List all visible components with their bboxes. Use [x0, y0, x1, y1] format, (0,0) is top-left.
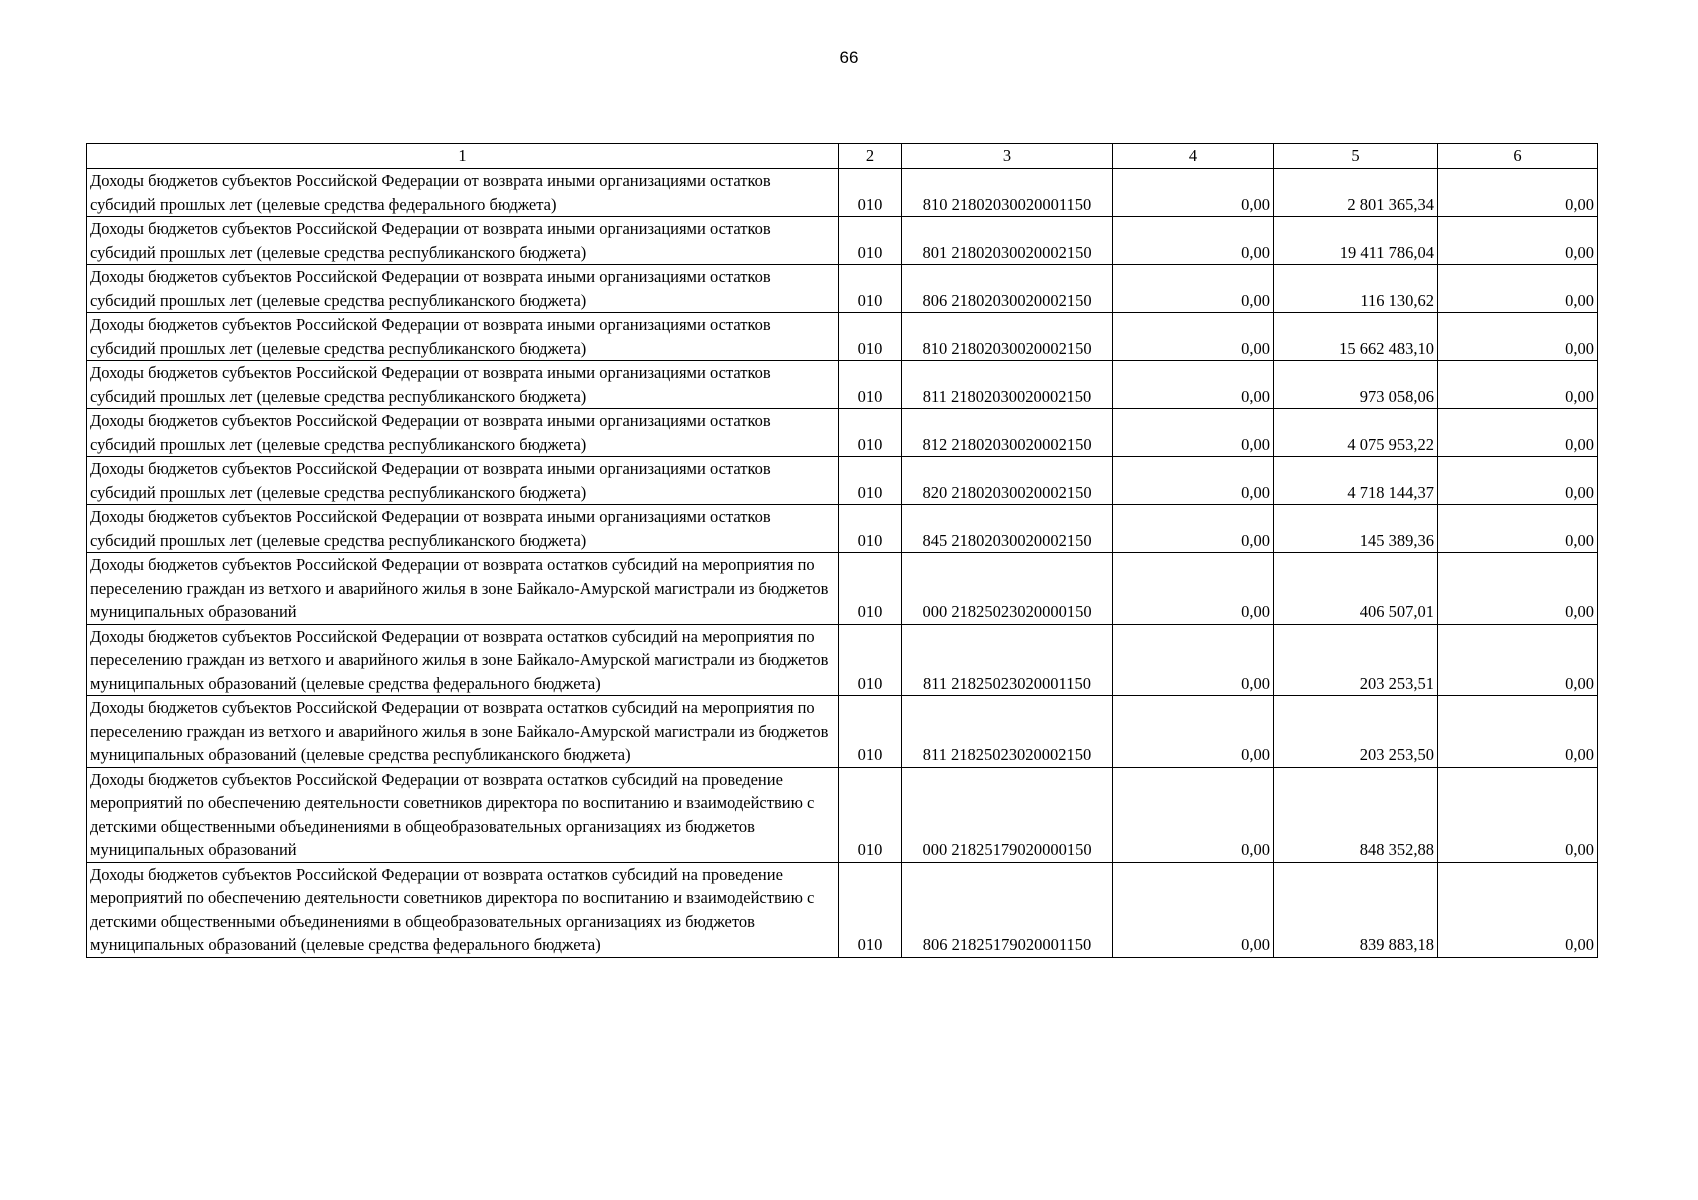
row-col4-cell: 0,00	[1113, 169, 1274, 217]
row-col4-cell: 0,00	[1113, 217, 1274, 265]
row-code-cell: 010	[839, 767, 902, 862]
table-row	[87, 624, 1598, 696]
row-code-cell: 010	[839, 505, 902, 553]
row-col6-cell: 0,00	[1438, 265, 1598, 313]
row-code-cell: 010	[839, 696, 902, 768]
row-code-cell: 010	[839, 265, 902, 313]
table-body	[87, 169, 1598, 958]
row-name-cell: Доходы бюджетов субъектов Российской Федерации от возврата иными организациями остатков субсидий прошлых лет (целевые средства республиканского бюджета)	[87, 361, 839, 409]
table-row	[87, 767, 1598, 862]
row-kbk-cell: 845 21802030020002150	[902, 505, 1113, 553]
header-col-2: 2	[839, 144, 902, 169]
header-col-1: 1	[87, 144, 839, 169]
row-col4-cell: 0,00	[1113, 553, 1274, 625]
row-col4-cell: 0,00	[1113, 457, 1274, 505]
row-col6-cell: 0,00	[1438, 624, 1598, 696]
row-col4-cell: 0,00	[1113, 505, 1274, 553]
row-code-cell: 010	[839, 361, 902, 409]
row-kbk-cell: 000 21825179020000150	[902, 767, 1113, 862]
row-code-cell: 010	[839, 457, 902, 505]
table-row	[87, 265, 1598, 313]
row-kbk-cell: 810 21802030020001150	[902, 169, 1113, 217]
table-row	[87, 457, 1598, 505]
row-code-cell: 010	[839, 313, 902, 361]
row-name-cell: Доходы бюджетов субъектов Российской Федерации от возврата иными организациями остатков субсидий прошлых лет (целевые средства республиканского бюджета)	[87, 217, 839, 265]
table-header-row	[87, 144, 1598, 169]
row-kbk-cell: 811 21825023020001150	[902, 624, 1113, 696]
row-kbk-cell: 801 21802030020002150	[902, 217, 1113, 265]
revenue-table	[86, 143, 1598, 958]
row-col6-cell: 0,00	[1438, 361, 1598, 409]
row-name-cell: Доходы бюджетов субъектов Российской Федерации от возврата остатков субсидий на проведение мероприятий по обеспечению деятельности советников директора по воспитанию и взаимодействию с детскими общественными объединениями в общеобразовательных организациях из бюджетов муниципальных образований	[87, 767, 839, 862]
row-col6-cell: 0,00	[1438, 457, 1598, 505]
row-col6-cell: 0,00	[1438, 505, 1598, 553]
row-col4-cell: 0,00	[1113, 265, 1274, 313]
table-row	[87, 505, 1598, 553]
row-name-cell: Доходы бюджетов субъектов Российской Федерации от возврата остатков субсидий на мероприятия по переселению граждан из ветхого и аварийного жилья в зоне Байкало-Амурской магистрали из бюджетов муниципальных образований	[87, 553, 839, 625]
row-name-cell: Доходы бюджетов субъектов Российской Федерации от возврата остатков субсидий на мероприятия по переселению граждан из ветхого и аварийного жилья в зоне Байкало-Амурской магистрали из бюджетов муниципальных образований (целевые средства федерального бюджета)	[87, 624, 839, 696]
row-name-cell: Доходы бюджетов субъектов Российской Федерации от возврата остатков субсидий на проведение мероприятий по обеспечению деятельности советников директора по воспитанию и взаимодействию с детскими общественными объединениями в общеобразовательных организациях из бюджетов муниципальных образований (целевые средства федерального бюджета)	[87, 862, 839, 957]
row-col4-cell: 0,00	[1113, 409, 1274, 457]
row-code-cell: 010	[839, 217, 902, 265]
row-kbk-cell: 000 21825023020000150	[902, 553, 1113, 625]
row-col5-cell: 839 883,18	[1274, 862, 1438, 957]
row-kbk-cell: 811 21802030020002150	[902, 361, 1113, 409]
row-col6-cell: 0,00	[1438, 409, 1598, 457]
row-col5-cell: 19 411 786,04	[1274, 217, 1438, 265]
row-col5-cell: 2 801 365,34	[1274, 169, 1438, 217]
row-col4-cell: 0,00	[1113, 696, 1274, 768]
header-col-3: 3	[902, 144, 1113, 169]
header-col-6: 6	[1438, 144, 1598, 169]
row-col5-cell: 4 075 953,22	[1274, 409, 1438, 457]
row-col5-cell: 203 253,50	[1274, 696, 1438, 768]
row-col4-cell: 0,00	[1113, 313, 1274, 361]
page-number: 66	[839, 48, 859, 67]
row-col5-cell: 4 718 144,37	[1274, 457, 1438, 505]
row-col6-cell: 0,00	[1438, 313, 1598, 361]
table-row	[87, 696, 1598, 768]
row-col6-cell: 0,00	[1438, 696, 1598, 768]
row-col5-cell: 145 389,36	[1274, 505, 1438, 553]
row-name-cell: Доходы бюджетов субъектов Российской Федерации от возврата остатков субсидий на мероприятия по переселению граждан из ветхого и аварийного жилья в зоне Байкало-Амурской магистрали из бюджетов муниципальных образований (целевые средства республиканского бюджета)	[87, 696, 839, 768]
table-row	[87, 862, 1598, 957]
row-col5-cell: 15 662 483,10	[1274, 313, 1438, 361]
row-col6-cell: 0,00	[1438, 553, 1598, 625]
row-col5-cell: 116 130,62	[1274, 265, 1438, 313]
row-col4-cell: 0,00	[1113, 624, 1274, 696]
row-name-cell: Доходы бюджетов субъектов Российской Федерации от возврата иными организациями остатков субсидий прошлых лет (целевые средства республиканского бюджета)	[87, 505, 839, 553]
row-name-cell: Доходы бюджетов субъектов Российской Федерации от возврата иными организациями остатков субсидий прошлых лет (целевые средства республиканского бюджета)	[87, 313, 839, 361]
row-col4-cell: 0,00	[1113, 361, 1274, 409]
row-col4-cell: 0,00	[1113, 862, 1274, 957]
row-code-cell: 010	[839, 169, 902, 217]
row-kbk-cell: 820 21802030020002150	[902, 457, 1113, 505]
header-col-4: 4	[1113, 144, 1274, 169]
row-kbk-cell: 811 21825023020002150	[902, 696, 1113, 768]
row-col5-cell: 203 253,51	[1274, 624, 1438, 696]
row-kbk-cell: 806 21825179020001150	[902, 862, 1113, 957]
table-row	[87, 217, 1598, 265]
row-code-cell: 010	[839, 409, 902, 457]
row-code-cell: 010	[839, 553, 902, 625]
row-kbk-cell: 812 21802030020002150	[902, 409, 1113, 457]
row-code-cell: 010	[839, 624, 902, 696]
row-col4-cell: 0,00	[1113, 767, 1274, 862]
row-col6-cell: 0,00	[1438, 862, 1598, 957]
row-col6-cell: 0,00	[1438, 767, 1598, 862]
row-col5-cell: 848 352,88	[1274, 767, 1438, 862]
row-col5-cell: 973 058,06	[1274, 361, 1438, 409]
header-col-5: 5	[1274, 144, 1438, 169]
row-kbk-cell: 806 21802030020002150	[902, 265, 1113, 313]
table-row	[87, 409, 1598, 457]
table-row	[87, 169, 1598, 217]
row-col6-cell: 0,00	[1438, 169, 1598, 217]
row-kbk-cell: 810 21802030020002150	[902, 313, 1113, 361]
row-name-cell: Доходы бюджетов субъектов Российской Федерации от возврата иными организациями остатков субсидий прошлых лет (целевые средства республиканского бюджета)	[87, 409, 839, 457]
table-row	[87, 313, 1598, 361]
row-code-cell: 010	[839, 862, 902, 957]
table-row	[87, 361, 1598, 409]
row-name-cell: Доходы бюджетов субъектов Российской Федерации от возврата иными организациями остатков субсидий прошлых лет (целевые средства федерального бюджета)	[87, 169, 839, 217]
row-col6-cell: 0,00	[1438, 217, 1598, 265]
row-name-cell: Доходы бюджетов субъектов Российской Федерации от возврата иными организациями остатков субсидий прошлых лет (целевые средства республиканского бюджета)	[87, 265, 839, 313]
table-row	[87, 553, 1598, 625]
row-name-cell: Доходы бюджетов субъектов Российской Федерации от возврата иными организациями остатков субсидий прошлых лет (целевые средства республиканского бюджета)	[87, 457, 839, 505]
row-col5-cell: 406 507,01	[1274, 553, 1438, 625]
